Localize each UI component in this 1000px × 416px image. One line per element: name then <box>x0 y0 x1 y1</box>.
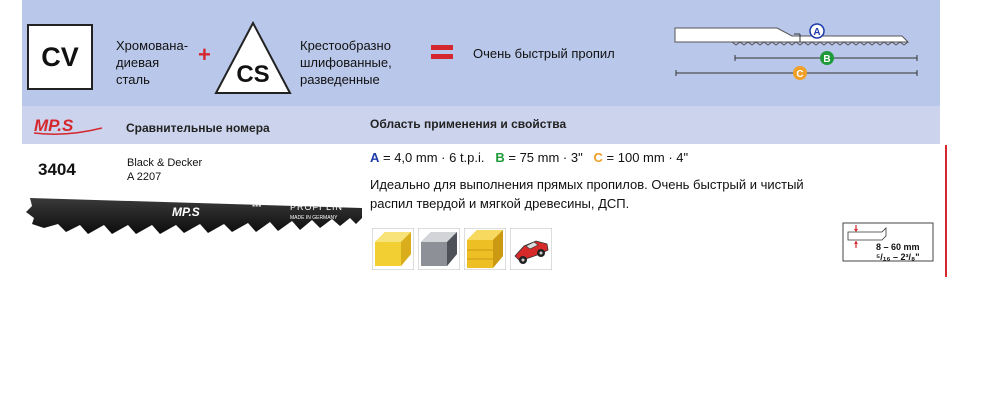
spec-b-value: = 75 mm · 3" <box>504 150 583 165</box>
metal-icon <box>418 228 460 270</box>
thickness-mm: 8 – 60 mm <box>876 242 920 252</box>
cs-desc-line: разведенные <box>300 72 380 87</box>
cv-desc-line: сталь <box>116 72 150 87</box>
product-number: 3404 <box>38 160 76 179</box>
blade-line: PROFI LIN <box>290 202 344 212</box>
diagram-label-c: C <box>796 69 804 80</box>
cs-code: CS <box>236 61 270 88</box>
car-icon <box>510 228 552 270</box>
spec-a-key: A <box>370 150 380 165</box>
blade-made-in: MADE IN GERMANY <box>290 215 338 221</box>
equals-icon <box>431 45 453 59</box>
mps-logo <box>32 114 112 136</box>
thickness-in: ⁵/₁₆ – 2³/₈" <box>876 252 920 262</box>
blade-dimension-diagram <box>672 16 927 84</box>
cv-description <box>116 37 206 88</box>
spec-b-key: B <box>495 150 505 165</box>
cv-code-box: CV <box>27 24 93 90</box>
row-divider <box>945 145 947 277</box>
cs-desc-line: шлифованные, <box>300 55 392 70</box>
materials-row <box>372 228 552 270</box>
cv-desc-line: Хромована- <box>116 38 189 53</box>
column-header-application: Область применения и свойства <box>370 117 567 131</box>
column-header-reference: Сравнительные номера <box>126 121 270 135</box>
cs-desc-line: Крестообразно <box>300 38 391 53</box>
result-description: Очень быстрый пропил <box>473 46 615 61</box>
diagram-label-b: B <box>823 54 831 65</box>
reference-numbers <box>127 156 202 184</box>
product-description <box>370 175 830 213</box>
cv-desc-line: диевая <box>116 55 160 70</box>
plus-symbol: + <box>198 42 211 67</box>
spec-a-value: = 4,0 mm · 6 t.p.i. <box>379 150 485 165</box>
blade-specs <box>370 150 688 165</box>
blade-logo: MP.S <box>172 205 200 219</box>
reference-brand: Black & Decker <box>127 157 203 169</box>
cs-description <box>300 37 420 88</box>
description-line: Идеально для выполнения прямых пропилов. Очень быстрый и чистый <box>370 177 804 192</box>
thickness-range-label <box>876 242 920 262</box>
description-line: распил твердой и мягкой древесины, ДСП. <box>370 196 630 211</box>
blade-stars: *** <box>252 203 262 212</box>
svg-text:MP.S: MP.S <box>34 116 74 135</box>
spec-c-value: = 100 mm · 4" <box>602 150 689 165</box>
spec-c-key: C <box>593 150 603 165</box>
diagram-label-a: A <box>813 27 821 38</box>
reference-code: A 2207 <box>127 171 162 183</box>
softwood-icon <box>372 228 414 270</box>
cs-triangle-icon <box>213 20 293 96</box>
hardwood-icon <box>464 228 506 270</box>
saw-blade-image <box>22 194 367 236</box>
